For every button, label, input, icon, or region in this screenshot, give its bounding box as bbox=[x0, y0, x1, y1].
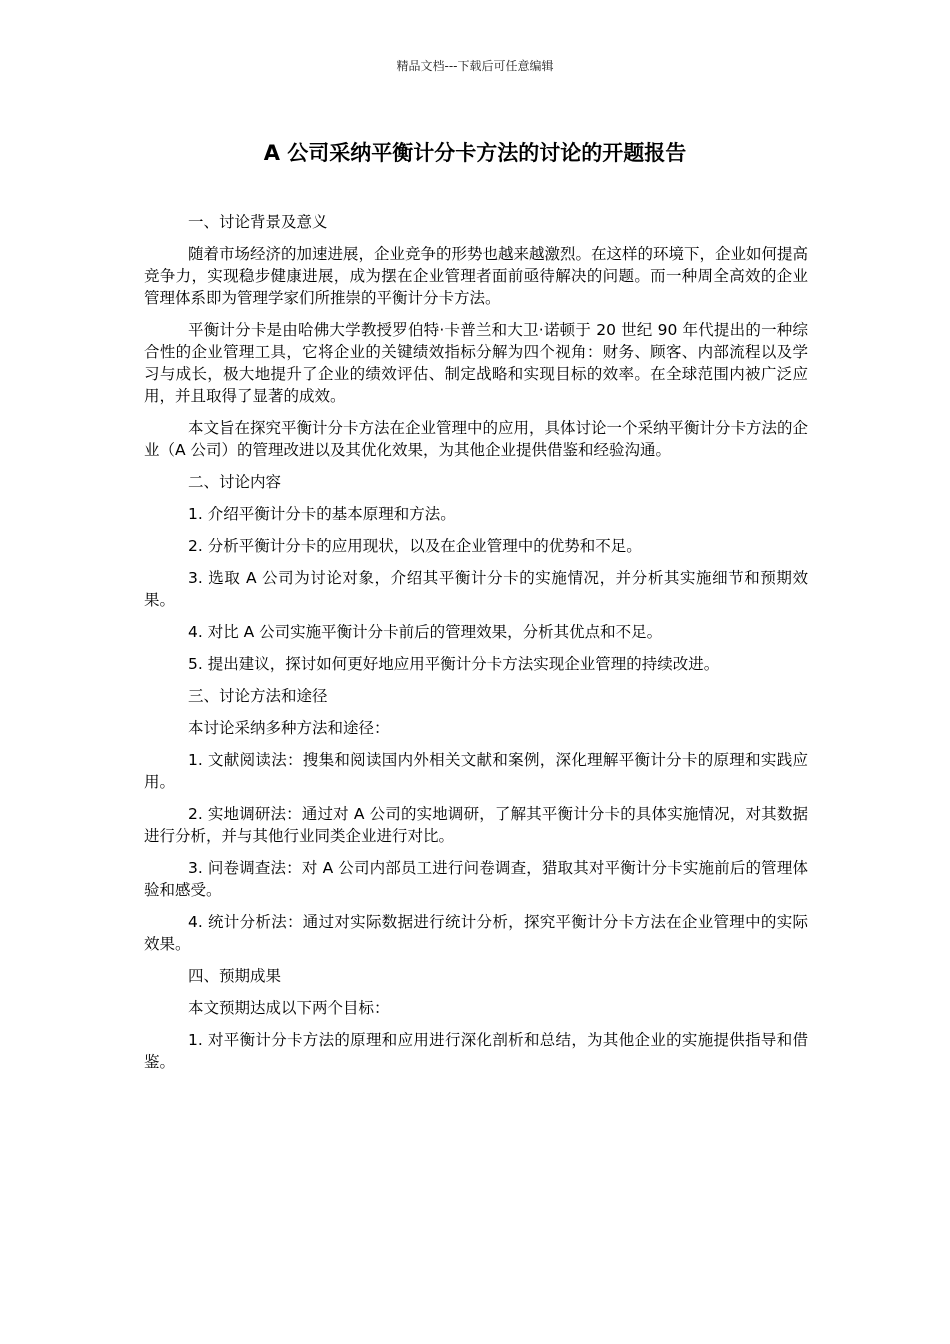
paragraph-background-3: 本文旨在探究平衡计分卡方法在企业管理中的应用，具体讨论一个采纳平衡计分卡方法的企业（A 公司）的管理改进以及其优化效果，为其他企业提供借鉴和经验沟通。 bbox=[144, 419, 809, 459]
method-item-2: 2. 实地调研法：通过对 A 公司的实地调研，了解其平衡计分卡的具体实施情况，对其数据进行分析，并与其他行业同类企业进行对比。 bbox=[144, 805, 808, 845]
page-header-note: 精品文档---下载后可任意编辑 bbox=[396, 59, 554, 73]
method-item-3: 3. 问卷调查法：对 A 公司内部员工进行问卷调查，猎取其对平衡计分卡实施前后的管理体验和感受。 bbox=[144, 859, 808, 899]
content-item-4: 4. 对比 A 公司实施平衡计分卡前后的管理效果，分析其优点和不足。 bbox=[188, 623, 663, 641]
method-item-1: 1. 文献阅读法：搜集和阅读国内外相关文献和案例，深化理解平衡计分卡的原理和实践应用。 bbox=[144, 751, 808, 791]
section-heading-methods: 三、讨论方法和途径 bbox=[188, 687, 328, 705]
section-heading-background: 一、讨论背景及意义 bbox=[188, 213, 328, 231]
content-item-1: 1. 介绍平衡计分卡的基本原理和方法。 bbox=[188, 505, 456, 523]
outcomes-intro: 本文预期达成以下两个目标： bbox=[188, 999, 390, 1017]
outcome-item-1: 1. 对平衡计分卡方法的原理和应用进行深化剖析和总结，为其他企业的实施提供指导和借鉴。 bbox=[144, 1031, 808, 1071]
paragraph-background-2: 平衡计分卡是由哈佛大学教授罗伯特·卡普兰和大卫·诺顿于 20 世纪 90 年代提出的一种综合性的企业管理工具，它将企业的关键绩效指标分解为四个视角：财务、顾客、内部流程以及学习与成长，极大地提升了企业的绩效评估、制定战略和实现目标的效率。在全球范围内被广泛应用，并且取得了显著的成效。 bbox=[144, 321, 808, 405]
content-item-5: 5. 提出建议，探讨如何更好地应用平衡计分卡方法实现企业管理的持续改进。 bbox=[188, 655, 720, 673]
content-item-3: 3. 选取 A 公司为讨论对象，介绍其平衡计分卡的实施情况，并分析其实施细节和预期效果。 bbox=[144, 569, 808, 609]
document-body bbox=[144, 211, 808, 1083]
method-item-4: 4. 统计分析法：通过对实际数据进行统计分析，探究平衡计分卡方法在企业管理中的实际效果。 bbox=[144, 913, 808, 953]
methods-intro: 本讨论采纳多种方法和途径： bbox=[188, 719, 390, 737]
section-heading-content: 二、讨论内容 bbox=[188, 473, 282, 491]
document-title: A 公司采纳平衡计分卡方法的讨论的开题报告 bbox=[263, 141, 687, 165]
paragraph-background-1: 随着市场经济的加速进展，企业竞争的形势也越来越激烈。在这样的环境下，企业如何提高竞争力，实现稳步健康进展，成为摆在企业管理者面前亟待解决的问题。而一种周全高效的企业管理体系即为管理学家们所推崇的平衡计分卡方法。 bbox=[144, 245, 809, 307]
section-heading-outcomes: 四、预期成果 bbox=[188, 967, 282, 985]
content-item-2: 2. 分析平衡计分卡的应用现状，以及在企业管理中的优势和不足。 bbox=[188, 537, 642, 555]
